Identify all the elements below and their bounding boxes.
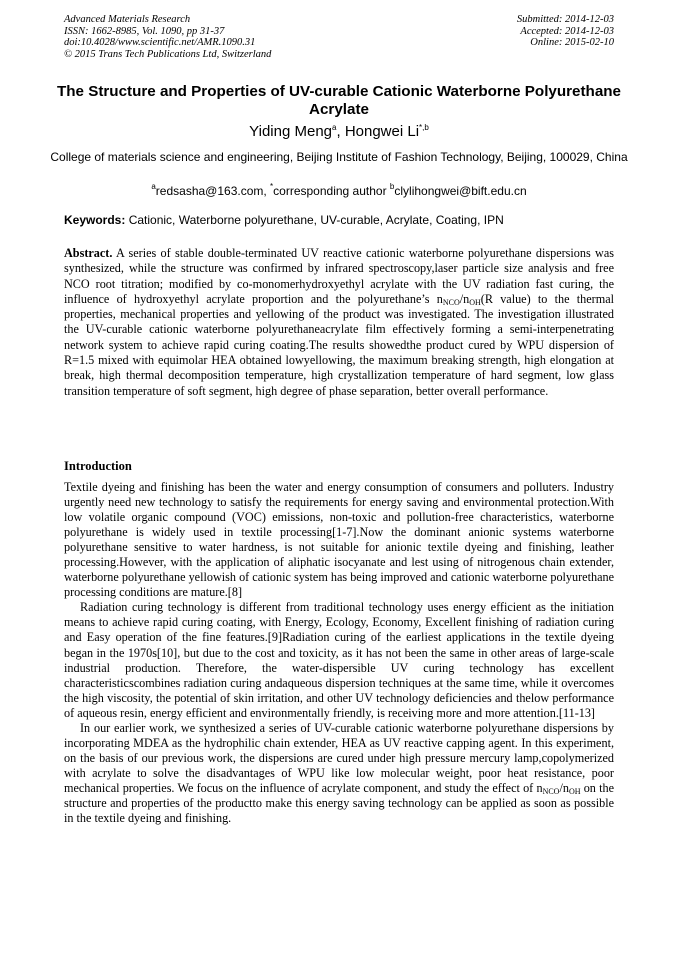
author-name: Hongwei Li xyxy=(344,123,420,140)
journal-header-left xyxy=(64,14,271,60)
journal-copyright: © 2015 Trans Tech Publications Ltd, Switzerland xyxy=(64,48,272,60)
subscript: OH xyxy=(469,297,481,307)
email-address: redsasha@163.com, xyxy=(155,184,271,198)
keywords-label: Keywords: xyxy=(64,213,126,227)
email-marker: a xyxy=(151,182,156,191)
abstract-text: A series of stable double-terminated UV reactive cationic waterborne polyurethane dispersions was synthesized, while the structure was confirmed by infrared spectroscopy,laser particle size analysis and free NCO root titration; modified by co-monomerhydroxyethyl acrylate with the UV radiation fast curing, the influence of hydroxyethyl acrylate proportion and the polyurethane’s n xyxy=(64,246,614,306)
subscript: NCO xyxy=(442,297,460,307)
journal-doi: doi:10.4028/www.scientific.net/AMR.1090.31 xyxy=(64,37,256,49)
journal-header-right xyxy=(517,14,614,49)
paragraph-text: on the structure and properties of the productto make this energy saving technology can be applied as soon as possible in the textile dyeing and finishing. xyxy=(64,780,615,826)
introduction-body xyxy=(64,480,614,826)
corresponding-label: corresponding author xyxy=(273,184,390,198)
section-heading: Introduction xyxy=(64,459,132,473)
abstract xyxy=(64,246,614,399)
author-emails xyxy=(40,184,638,199)
author-name: Yiding Meng xyxy=(249,123,333,140)
paragraph: Radiation curing technology is different from traditional technology uses energy efficient as the initiation means to achieve rapid curing coating, with Energy, Ecology, Economy, Excellent finishing of radiation curing and Easy operation of the fine features.[9]Radiation curing of the earliest applications in the textile dyeing began in the 1970s[10], but due to the cost and toxicity, as it has not been the same in other areas of large-scale industrial production. Therefore, the water-dispersible UV curing technology has excellent characteristicscombines radiation curing andaqueous dispersion techniques at the same time, while it overcomes the high viscosity, the potential of skin irritation, and other UV technology deficiencies and thelow performance of aqueous resin, energy efficient and environmentally friendly, is receiving more and more attention.[11-13] xyxy=(64,600,614,720)
email-marker: b xyxy=(389,182,395,191)
abstract-text: (R value) to the thermal properties, mechanical properties and yellowing of the product was investigated. The investigation illustrated the UV-curable cationic waterborne polyurethaneacrylate film effectively forming a semi-interpenetrating network system to achieve rapid curing coating.The results showedthe product cured by WPU dispersion of R=1.5 mixed with equimolar HEA obtained lowyellowing, the maximum breaking strength, high elongation at break, high thermal decomposition temperature, high crystallization temperature of hard segment, low glass transition temperature of soft segment, high degree of phase separation, better overall performance. xyxy=(64,291,614,398)
paragraph xyxy=(64,721,614,826)
keywords xyxy=(64,213,616,228)
paper-title: The Structure and Properties of UV-curable Cationic Waterborne Polyurethane Acrylate xyxy=(56,83,621,118)
subscript: NCO xyxy=(542,786,560,796)
subscript: OH xyxy=(568,786,581,796)
paragraph: Textile dyeing and finishing has been the water and energy consumption of consumers and polluters. Industry urgently need new technology to satisfy the requirements for energy saving and environmental protection.With low volatile organic compound (VOC) emissions, non-toxic and pollution-free characteristics, waterborne polyurethane is widely used in textile processing[1-7].Now the dominant anionic systems waterborne polyurethane sensitive to water hardness, is not suitable for anionic textile dyeing and finishing, leather processing.However, with the application of aliphatic isocyanate and lest using of nitrogenous chain extender, waterborne polyurethane yellowish of cationic system has being improved and cationic waterborne polyurethane processing conditions are mature.[8] xyxy=(64,480,614,600)
abstract-text: /n xyxy=(459,291,470,306)
paragraph-text: In our earlier work, we synthesized a series of UV-curable cationic waterborne polyurethane dispersions by incorporating MDEA as the hydrophilic chain extender, HEA as UV reactive capping agent. In this experiment, on the basis of our previous work, the dispersions are cured under high pressure mercury lamp,copolymerized with acrylate to solve the disadvantages of WPU like low molecular weight, poor heat resistance, poor mechanical properties. We focus on the influence of acrylate component, and study the effect of n xyxy=(64,720,614,795)
online-date: Online: 2015-02-10 xyxy=(530,37,614,49)
email-address: clylihongwei@bift.edu.cn xyxy=(394,184,527,198)
corresponding-marker: * xyxy=(270,182,274,191)
keywords-text: Cationic, Waterborne polyurethane, UV-curable, Acrylate, Coating, IPN xyxy=(125,213,504,227)
paragraph-text: /n xyxy=(559,780,569,795)
author-list xyxy=(40,123,638,141)
affiliation: College of materials science and engineering, Beijing Institute of Fashion Technology, Beijing, 100029, China xyxy=(50,150,628,164)
author-separator: , xyxy=(336,123,345,140)
author-affil-marker: a xyxy=(332,123,337,132)
submitted-date: Submitted: 2014-12-03 xyxy=(516,14,614,25)
author-affil-marker: *,b xyxy=(419,123,429,132)
journal-issn: ISSN: 1662-8985, Vol. 1090, pp 31-37 xyxy=(64,25,225,37)
abstract-label: Abstract. xyxy=(64,246,113,260)
accepted-date: Accepted: 2014-12-03 xyxy=(520,25,614,37)
journal-name: Advanced Materials Research xyxy=(64,14,191,25)
